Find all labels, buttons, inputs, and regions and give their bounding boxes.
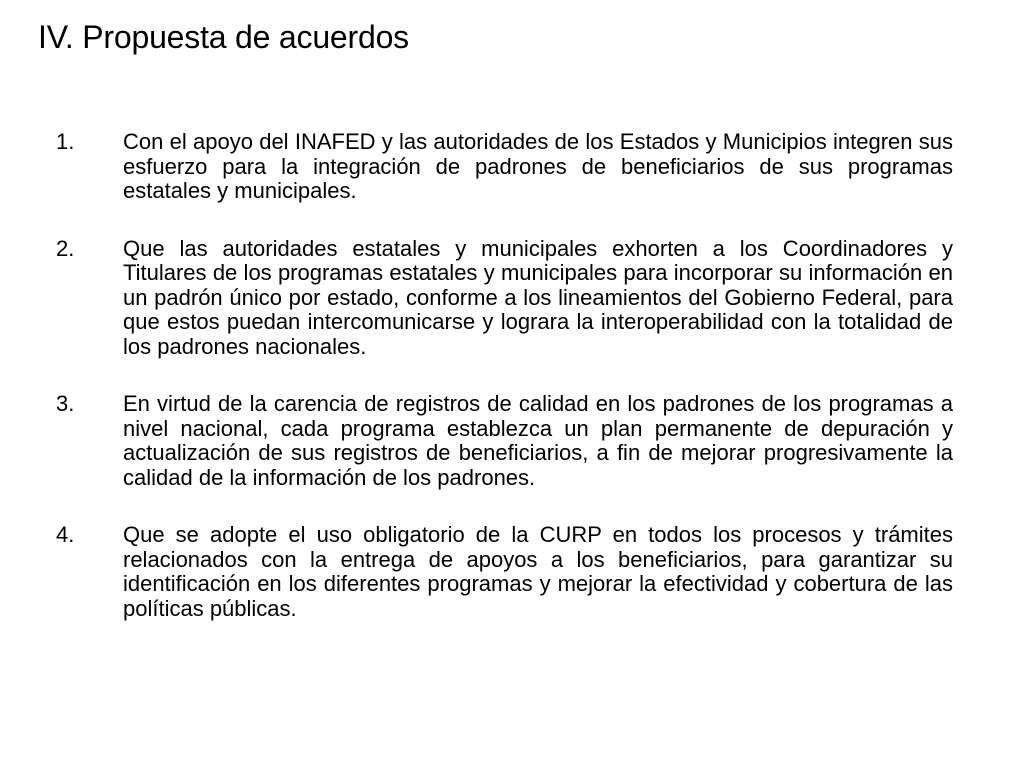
item-number: 4.: [56, 522, 75, 547]
item-number: 3.: [56, 391, 75, 416]
item-number: 1.: [56, 129, 75, 154]
agreement-item-3: [56, 392, 953, 490]
agreement-item-4: [56, 523, 953, 621]
item-number: 2.: [56, 235, 75, 261]
agreement-item-1: [56, 130, 953, 204]
item-text: Que las autoridades estatales y municipales exhorten a los Coordinadores y Titulares de los programas estatales y municipales para incorporar su información en un padrón único por estado, conforme a los lineamientos del Gobierno Federal, para que estos puedan intercomunicarse y lograra la interoperabilidad con la totalidad de los padrones nacionales.: [123, 235, 953, 359]
item-text: En virtud de la carencia de registros de calidad en los padrones de los programas a nivel nacional, cada programa establezca un plan permanente de depuración y actualización de sus registros de beneficiarios, a fin de mejorar progresivamente la calidad de la información de los padrones.: [123, 391, 953, 490]
agreement-list: [56, 130, 953, 654]
slide-title: IV. Propuesta de acuerdos: [38, 19, 409, 55]
item-text: Con el apoyo del INAFED y las autoridades de los Estados y Municipios integren sus esfuerzo para la integración de padrones de beneficiarios de sus programas estatales y municipales.: [123, 129, 953, 203]
agreement-item-2: [56, 237, 953, 360]
item-text: Que se adopte el uso obligatorio de la CURP en todos los procesos y trámites relacionados con la entrega de apoyos a los beneficiarios, para garantizar su identificación en los diferentes programas y mejorar la efectividad y cobertura de las políticas públicas.: [123, 522, 953, 621]
